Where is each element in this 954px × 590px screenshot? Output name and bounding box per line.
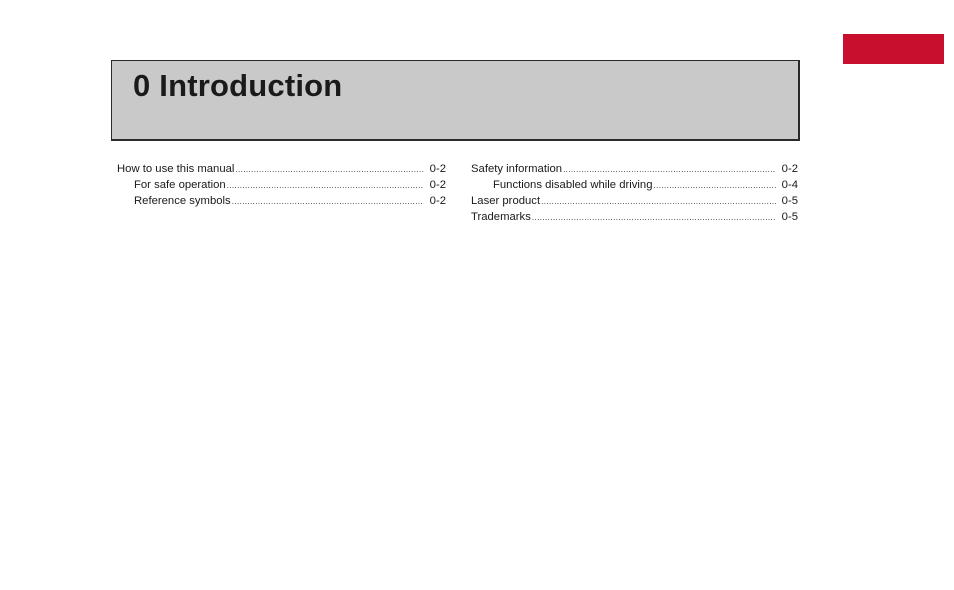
toc-entry-label: Laser product <box>471 195 541 207</box>
chapter-title: 0 Introduction <box>133 68 343 103</box>
toc-entry-label: Reference symbols <box>134 195 231 207</box>
toc-entry-label: Functions disabled while driving <box>493 179 653 191</box>
toc-left-column <box>117 161 446 209</box>
toc-leader-dots <box>232 194 424 210</box>
toc-entry-page: 0-5 <box>781 195 798 207</box>
toc-leader-dots <box>563 162 776 178</box>
toc-entry-label: Safety information <box>471 163 563 175</box>
toc-entry-safe-operation[interactable] <box>117 177 446 193</box>
toc-entry-laser-product[interactable] <box>471 193 798 209</box>
toc-entry-page: 0-2 <box>429 163 446 175</box>
toc-entry-reference-symbols[interactable] <box>117 193 446 209</box>
toc-entry-label: Trademarks <box>471 211 531 223</box>
toc-right-column <box>471 161 798 225</box>
toc-leader-dots <box>227 178 424 194</box>
toc-entry-trademarks[interactable] <box>471 209 798 225</box>
toc-entry-functions-disabled[interactable] <box>471 177 798 193</box>
toc-entry-how-to-use[interactable] <box>117 161 446 177</box>
toc-entry-page: 0-2 <box>429 179 446 191</box>
toc-entry-page: 0-2 <box>781 163 798 175</box>
toc-entry-page: 0-5 <box>781 211 798 223</box>
toc-leader-dots <box>654 178 776 194</box>
toc-entry-label: How to use this manual <box>117 163 235 175</box>
chapter-tab <box>843 34 944 64</box>
chapter-header <box>111 60 800 141</box>
toc-entry-page: 0-4 <box>781 179 798 191</box>
toc-leader-dots <box>235 162 423 178</box>
toc-leader-dots <box>541 194 776 210</box>
toc-leader-dots <box>532 210 776 226</box>
toc-entry-page: 0-2 <box>429 195 446 207</box>
toc-entry-label: For safe operation <box>134 179 226 191</box>
toc-entry-safety-information[interactable] <box>471 161 798 177</box>
